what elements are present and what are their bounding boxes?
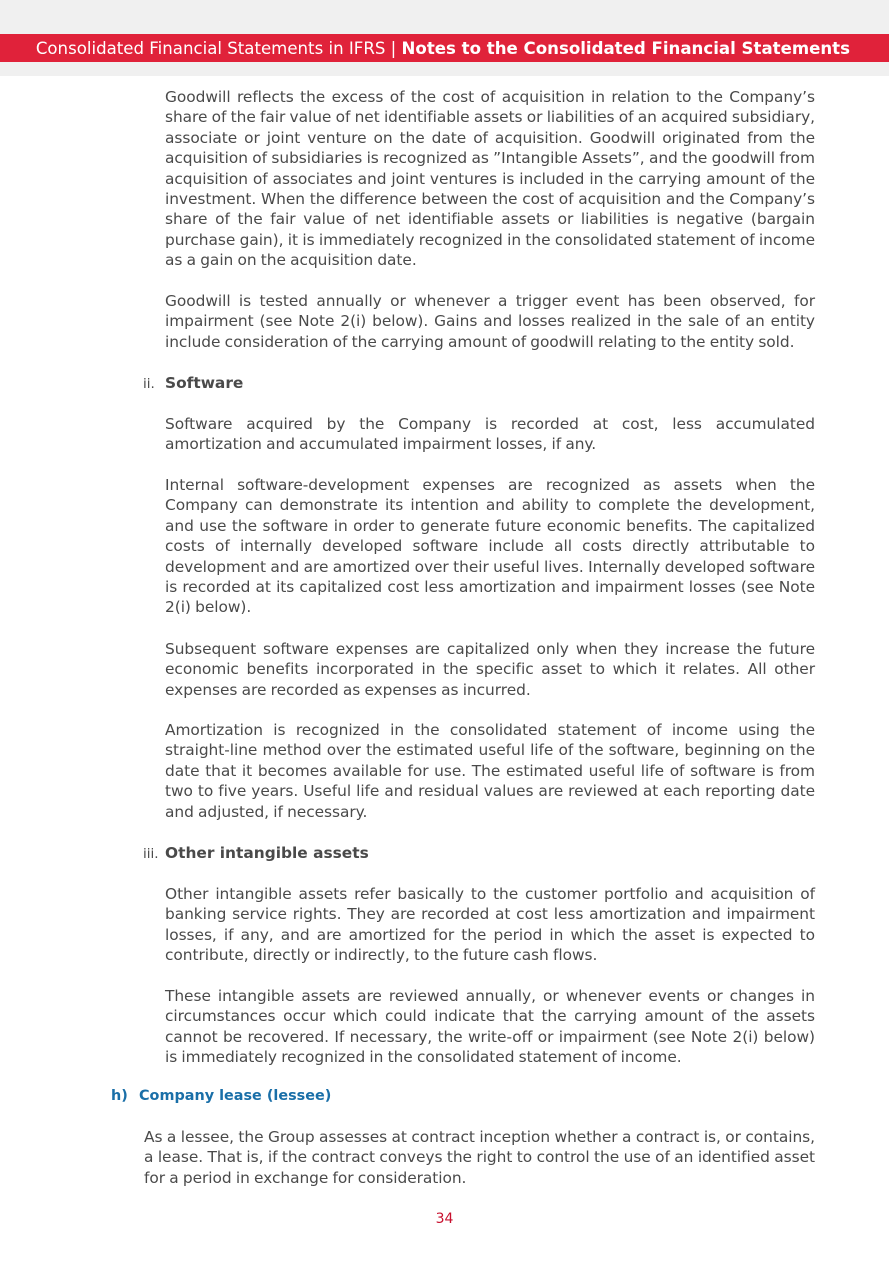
- other-intangible-paragraph-1: Other intangible assets refer basically to the customer portfolio and acquisition of banking service rights. They are recorded at cost less amortization and impairment losses, if any, and are amortized for the period in which the asset is expected to contribute, directly or indirectly, to the future cash flows.: [165, 885, 815, 965]
- header-doc-title: Consolidated Financial Statements in IFRS: [35, 39, 386, 58]
- other-intangible-paragraph-2: These intangible assets are reviewed annually, or whenever events or changes in circumstances occur which could indicate that the carrying amount of the assets cannot be recovered. If necessary, the write-off or impairment (see Note 2(i) below) is immediately recognized in the consolidated statement of income.: [165, 987, 815, 1067]
- software-paragraph-2: Internal software-development expenses are recognized as assets when the Company can demonstrate its intention and ability to complete the development, and use the software in order to generate future economic benefits. The capitalized costs of internally developed software include all costs directly attributable to development and are amortized over their useful lives. Internally developed software is recorded at its capitalized cost less amortization and impairment losses (see Note 2(i) below).: [165, 476, 815, 617]
- page-number: 34: [435, 1211, 454, 1227]
- other-intangible-title: Other intangible assets: [165, 844, 369, 862]
- goodwill-paragraph-1: Goodwill reflects the excess of the cost of acquisition in relation to the Company’s share of the fair value of net identifiable assets or liabilities of an acquired subsidiary, associate or joint venture on the date of acquisition. Goodwill originated from the acquisition of subsidiaries is recognized as ”Intangible Assets”, and the goodwill from acquisition of associates and joint ventures is included in the carrying amount of the investment. When the difference between the cost of acquisition and the Company’s share of the fair value of net identifiable assets or liabilities is negative (bargain purchase gain), it is immediately recognized in the consolidated statement of income as a gain on the acquisition date.: [165, 88, 815, 270]
- goodwill-paragraph-2: Goodwill is tested annually or whenever a trigger event has been observed, for impairment (see Note 2(i) below). Gains and losses realized in the sale of an entity include consideration of the carrying amount of goodwill relating to the entity sold.: [165, 292, 815, 351]
- software-numeral: ii.: [143, 376, 155, 392]
- software-paragraph-4: Amortization is recognized in the consolidated statement of income using the straight-line method over the estimated useful life of the software, beginning on the date that it becomes available for use. The estimated useful life of software is from two to five years. Useful life and residual values are reviewed at each reporting date and adjusted, if necessary.: [165, 721, 815, 821]
- software-paragraph-3: Subsequent software expenses are capitalized only when they increase the future economic benefits incorporated in the specific asset to which it relates. All other expenses are recorded as expenses as incurred.: [165, 640, 815, 699]
- header-bar: [0, 34, 889, 62]
- software-paragraph-1: Software acquired by the Company is recorded at cost, less accumulated amortization and accumulated impairment losses, if any.: [165, 415, 815, 454]
- lease-paragraph-1: As a lessee, the Group assesses at contract inception whether a contract is, or contains, a lease. That is, if the contract conveys the right to control the use of an identified asset for a period in exchange for consideration.: [144, 1128, 815, 1187]
- other-intangible-subheading: [143, 843, 369, 864]
- top-band: [0, 0, 889, 34]
- lease-title: Company lease (lessee): [139, 1088, 332, 1104]
- software-subheading: [143, 373, 243, 394]
- header-separator: |: [385, 39, 402, 58]
- software-title: Software: [165, 374, 244, 392]
- header-shadow: [0, 62, 889, 76]
- header-text: [36, 34, 850, 62]
- other-intangible-numeral: iii.: [143, 846, 159, 862]
- header-section-title: Notes to the Consolidated Financial Statements: [401, 39, 850, 58]
- lease-letter: h): [111, 1088, 128, 1104]
- lease-section-heading: [111, 1086, 331, 1106]
